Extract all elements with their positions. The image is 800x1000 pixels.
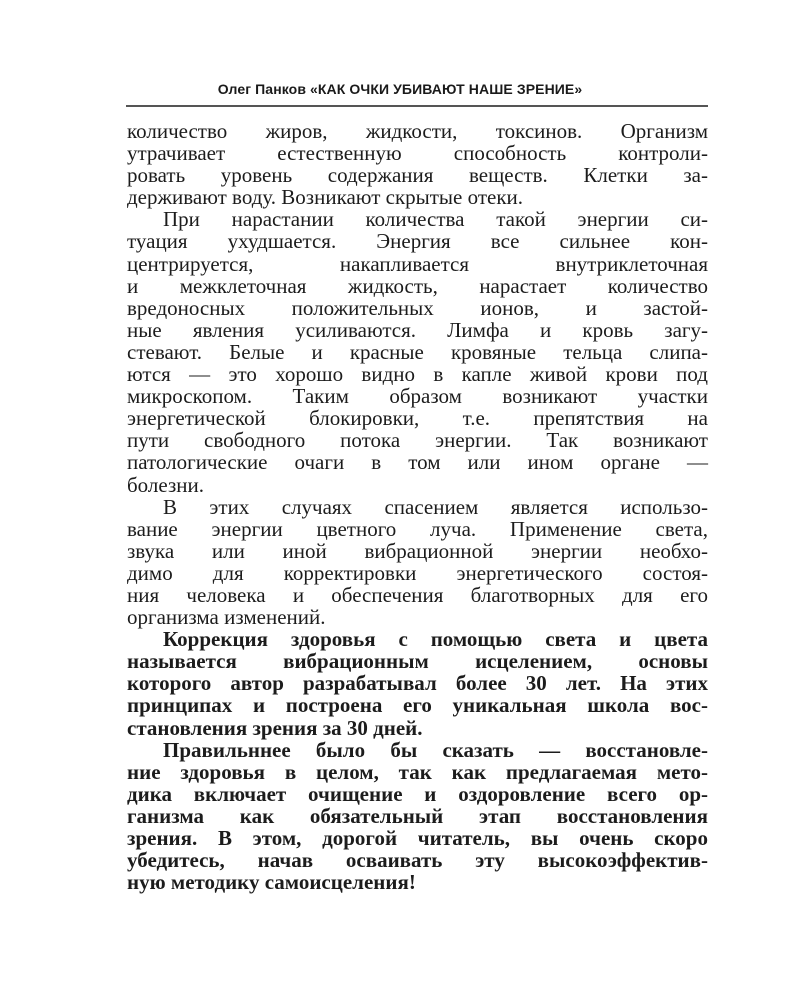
text-line: В этих случаях спасением является использо- bbox=[163, 494, 708, 519]
text-line: которого автор разрабатывал более 30 лет. На этих bbox=[127, 671, 708, 696]
text-line: ются — это хорошо видно в капле живой крови под bbox=[127, 362, 708, 387]
text-line: ганизма как обязательный этап восстановления bbox=[127, 803, 708, 828]
text-line: звука или иной вибрационной энергии необхо- bbox=[127, 538, 708, 563]
running-header: Олег Панков «КАК ОЧКИ УБИВАЮТ НАШЕ ЗРЕНИЕ» bbox=[217, 81, 583, 97]
text-line: вание энергии цветного луча. Применение света, bbox=[127, 516, 708, 541]
text-line: Правильннее было бы сказать — восстановле- bbox=[163, 737, 708, 762]
text-line: стевают. Белые и красные кровяные тельца слипа- bbox=[127, 339, 708, 364]
text-line: микроскопом. Таким образом возникают участки bbox=[127, 384, 708, 409]
text-line: ные явления усиливаются. Лимфа и кровь загу- bbox=[127, 317, 708, 342]
text-line: держивают воду. Возникают скрытые отеки. bbox=[127, 185, 524, 210]
text-line: ную методику самоисцеления! bbox=[127, 870, 416, 895]
page-body bbox=[127, 120, 708, 893]
text-line: вредоносных положительных ионов, и застой- bbox=[127, 295, 708, 320]
paragraph bbox=[127, 208, 708, 495]
text-line: дика включает очищение и оздоровление всего ор- bbox=[127, 781, 708, 806]
text-line: димо для корректировки энергетического состоя- bbox=[127, 560, 708, 585]
text-line: энергетической блокировки, т.е. препятствия на bbox=[127, 406, 708, 431]
paragraph bbox=[127, 496, 708, 629]
text-line: пути свободного потока энергии. Так возникают bbox=[127, 428, 708, 453]
text-line: количество жиров, жидкости, токсинов. Организм bbox=[127, 119, 708, 143]
text-line: принципах и построена его уникальная школа вос- bbox=[127, 693, 708, 718]
paragraph bbox=[127, 628, 708, 738]
text-line: убедитесь, начав осваивать эту высокоэффектив- bbox=[127, 848, 708, 873]
text-line: патологические очаги в том или ином органе — bbox=[127, 450, 708, 475]
text-line: болезни. bbox=[127, 472, 204, 497]
text-line: ровать уровень содержания веществ. Клетки за- bbox=[127, 163, 708, 188]
text-line: утрачивает естественную способность контроли- bbox=[127, 141, 708, 166]
text-line: При нарастании количества такой энергии си- bbox=[163, 207, 708, 232]
text-line: ния человека и обеспечения благотворных для его bbox=[127, 582, 708, 607]
text-line: зрения. В этом, дорогой читатель, вы очень скоро bbox=[127, 826, 708, 850]
paragraph bbox=[127, 120, 708, 208]
paragraph bbox=[127, 739, 708, 894]
header-divider bbox=[126, 105, 708, 107]
text-line: туация ухудшается. Энергия все сильнее кон- bbox=[127, 229, 708, 254]
text-line: становления зрения за 30 дней. bbox=[127, 715, 423, 740]
text-line: организма изменений. bbox=[127, 605, 326, 630]
text-line: Коррекция здоровья с помощью света и цвета bbox=[163, 627, 708, 652]
text-line: и межклеточная жидкость, нарастает количество bbox=[127, 273, 708, 298]
text-line: называется вибрационным исцелением, основы bbox=[127, 649, 708, 674]
text-line: центрируется, накапливается внутриклеточная bbox=[127, 251, 708, 276]
text-line: ние здоровья в целом, так как предлагаемая мето- bbox=[127, 759, 708, 784]
